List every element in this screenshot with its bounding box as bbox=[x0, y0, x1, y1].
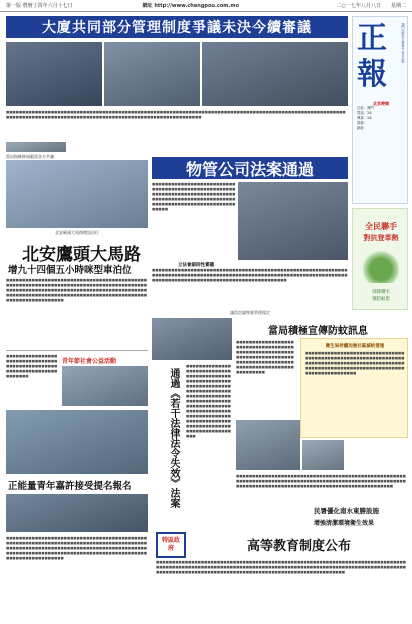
civic-headline: 民署優化南水東勝設施 bbox=[314, 507, 379, 515]
lead-body-text: ■■■■■■■■■■■■■■■■■■■■■■■■■■■■■■■■■■■■■■■■■■■■■■■■■■■■■■■■■■■■■■■■■■■■■■■■■■■■■■■■■■■■■■■■■■■■■■■■■■■■■■■■■■■■■■■■■■■■■■■■■■■■■■■■■■■■■■■■■■■■■■■■■■■■■■■■■■■■■■■■■■■■■■■ bbox=[6, 110, 346, 119]
property-law-body-left: ■■■■■■■■■■■■■■■■■■■■■■■■■■■■■■■■■■■■■■■■■■■■■■■■■■■■■■■■■■■■■■■■■■■■■■■■■■■■■■■■■■■■■■■■■■■■■■■■■■■■■■■■■■■■■■■■■■■■■■■■■■■■■■■■■■■■■■■ bbox=[152, 182, 236, 211]
page-header-bar bbox=[0, 0, 412, 12]
lead-photo-3 bbox=[202, 42, 348, 106]
weekday: 星期二 bbox=[390, 3, 406, 9]
beian-body-text: ■■■■■■■■■■■■■■■■■■■■■■■■■■■■■■■■■■■■■■■■■■■■■■■■■■■■■■■■■■■■■■■■■■■■■■■■■■■■■■■■■■■■■■■■■■■■■■■■■■■■■■■■■■■■■■■■■■■■■■■■■■■■■■■■■■■■■■■■■■■■■■■■■■■■■■■■■■■■■■■■■■■■■■■■■■■■■■■■■■■■■■■■■■■■■■■■■■ bbox=[6, 278, 147, 302]
mosquito-photo-2 bbox=[302, 440, 344, 470]
property-law-body-bottom: ■■■■■■■■■■■■■■■■■■■■■■■■■■■■■■■■■■■■■■■■■■■■■■■■■■■■■■■■■■■■■■■■■■■■■■■■■■■■■■■■■■■■■■■■■■■■■■■■■■■■■■■■■■■■■■■■■■■■■■■■■■■■■■■■■■■■■■■■■■■■■■■■■■■■■■■■■■■■■■■■■■■■ bbox=[152, 268, 348, 282]
property-law-subhead: 立法會細則性審議 bbox=[178, 263, 214, 268]
higher-ed-badge bbox=[156, 532, 186, 558]
lead-caption: 當局指維修規範需各方共識 bbox=[6, 154, 54, 159]
publish-date: 二○一七年八月八日 bbox=[336, 3, 381, 9]
youth-photo-2 bbox=[6, 410, 148, 474]
civil-law-body-text: ■■■■■■■■■■■■■■■■■■■■■■■■■■■■■■■■■■■■■■■■■■■■■■■■■■■■■■■■■■■■■■■■■■■■■■■■■■■■■■■■■■■■■■■■■■■■■■■■■■■■■■■■■■■■■■■■■■■■■■■■■■■■■■■■■■■■■■■■■■■■■■■■■■■■■■■■■■■■■■■■■■■■■■■■■■■■■■■■■■■■■■■■■■■■■■■■■■■■■■■ bbox=[186, 364, 231, 438]
civic-subhead: 增強清潔環境衛生效果 bbox=[314, 520, 375, 527]
mosquito-box-text: ■■■■■■■■■■■■■■■■■■■■■■■■■■■■■■■■■■■■■■■■■■■■■■■■■■■■■■■■■■■■■■■■■■■■■■■■■■■■■■■■■■■■■■■■■■■■■■■■■■■■■■■■■■■■■■■■■■■■■■■■■■■■■■■■■■■■■■■■■■■■ bbox=[305, 351, 405, 375]
mosquito-box bbox=[300, 338, 408, 438]
lead-photo-2 bbox=[104, 42, 200, 106]
mosquito-body-left: ■■■■■■■■■■■■■■■■■■■■■■■■■■■■■■■■■■■■■■■■■■■■■■■■■■■■■■■■■■■■■■■■■■■■■■■■■■■■■■■■■■■■■■■■■■■■■■■■■■■■■■■■■■■■■■■■■■■■■ bbox=[236, 340, 294, 374]
lead-photo-small bbox=[6, 142, 66, 152]
higher-ed-body-text: ■■■■■■■■■■■■■■■■■■■■■■■■■■■■■■■■■■■■■■■■■■■■■■■■■■■■■■■■■■■■■■■■■■■■■■■■■■■■■■■■■■■■■■■■■■■■■■■■■■■■■■■■■■■■■■■■■■■■■■■■■■■■■■■■■■■■■■■■■■■■■■■■■■■■■■■■■■■■■■■■■■■■■■■■■■■■■■■■■■■■■■■■■■■■■■■■■■■■■■■■■■■■■■■■■■■■■■■ bbox=[156, 560, 406, 574]
beian-caption: 北安碼頭大馬路增設泊位 bbox=[55, 230, 99, 235]
mosquito-subhead: 衛生局持續加強社區滅蚊措施 bbox=[325, 344, 385, 349]
ad-line-2: 預防蚊患 bbox=[372, 297, 390, 302]
masthead-info-line: 電話：28 bbox=[357, 111, 372, 115]
beian-road-photo bbox=[6, 160, 148, 228]
divider bbox=[6, 350, 148, 351]
youth-photo-1 bbox=[62, 366, 148, 406]
property-law-headline-banner bbox=[152, 157, 348, 179]
civil-law-headline: 通過《若干法律法令失效》法案 bbox=[168, 368, 179, 508]
ad-title-2: 對抗登革熱 bbox=[363, 233, 399, 242]
higher-ed-headline: 高等教育制度公布 bbox=[246, 538, 351, 554]
beian-subhead: 增九十四個五小時咪型車泊位 bbox=[8, 265, 132, 276]
youth-headline: 正能量青年嘉許接受提名報名 bbox=[8, 481, 132, 492]
mosquito-photo-1 bbox=[236, 420, 300, 470]
ad-plant-image bbox=[363, 249, 399, 283]
masthead-info-line: 網址： bbox=[357, 126, 368, 130]
youth-photo-3 bbox=[6, 494, 148, 532]
lead-photo-1 bbox=[6, 42, 102, 106]
higher-ed-headline-banner bbox=[190, 532, 408, 556]
lead-headline-banner bbox=[6, 16, 348, 38]
website-url[interactable]: 網址 http://www.chengpou.com.mo bbox=[142, 3, 240, 9]
left-story-text: ■■■■■■■■■■■■■■■■■■■■■■■■■■■■■■■■■■■■■■■■■■■■■■■■■■■■■■■■■■■■■■■■■■■■■■■ bbox=[6, 354, 58, 378]
ad-title: 全民聯手 bbox=[365, 221, 397, 231]
lead-headline: 大廈共同部分管理制度爭議未決今續審議 bbox=[42, 20, 312, 36]
ad-line-1: 清除積水 bbox=[372, 290, 390, 295]
masthead-info-line: 電郵： bbox=[357, 121, 368, 125]
property-law-photo bbox=[238, 182, 348, 260]
dengue-ad bbox=[352, 208, 408, 310]
masthead bbox=[352, 16, 408, 204]
masthead-slogan: 澳門出版社主辦發行 每日出版 bbox=[401, 23, 405, 63]
youth-body-text: ■■■■■■■■■■■■■■■■■■■■■■■■■■■■■■■■■■■■■■■■■■■■■■■■■■■■■■■■■■■■■■■■■■■■■■■■■■■■■■■■■■■■■■■■■■■■■■■■■■■■■■■■■■■■■■■■■■■■■■■■■■■■■■■■■■■■■■■■■■■■■■■■■■■■■■■■■■■■■■■■■■■■■■■■■■■■■■■■■■■■■■■■■■■■■■■■■■ bbox=[6, 536, 147, 560]
masthead-info-line: 傳真：28 bbox=[357, 116, 372, 120]
civil-law-photo bbox=[152, 318, 232, 360]
issue-info: 第一版 農曆丁酉年六月十七日 bbox=[6, 3, 73, 9]
masthead-edition: 北京時間 bbox=[373, 101, 389, 106]
beian-headline: 北安鷹頭大馬路 bbox=[22, 245, 141, 265]
masthead-info bbox=[357, 101, 405, 131]
mosquito-headline: 當局積極宣傳防蚊訊息 bbox=[268, 326, 368, 337]
newspaper-logo: 正報 bbox=[357, 21, 387, 92]
youth-banner: 青年節社會公益活動 bbox=[62, 358, 117, 365]
mosquito-body-bottom: ■■■■■■■■■■■■■■■■■■■■■■■■■■■■■■■■■■■■■■■■■■■■■■■■■■■■■■■■■■■■■■■■■■■■■■■■■■■■■■■■■■■■■■■■■■■■■■■■■■■■■■■■■■■■■■■■■■■■■■■■■■■■■■■■■■■■■■■■■■■■■■■■■■■■■■■■■■■ bbox=[236, 474, 406, 488]
higher-ed-badge-label: 特區政府 bbox=[161, 537, 180, 552]
property-law-caption: 議員討論物業管理規定 bbox=[230, 310, 270, 315]
property-law-headline: 物管公司法案通過 bbox=[185, 159, 314, 179]
masthead-info-line: 社址：澳門 bbox=[357, 106, 374, 110]
